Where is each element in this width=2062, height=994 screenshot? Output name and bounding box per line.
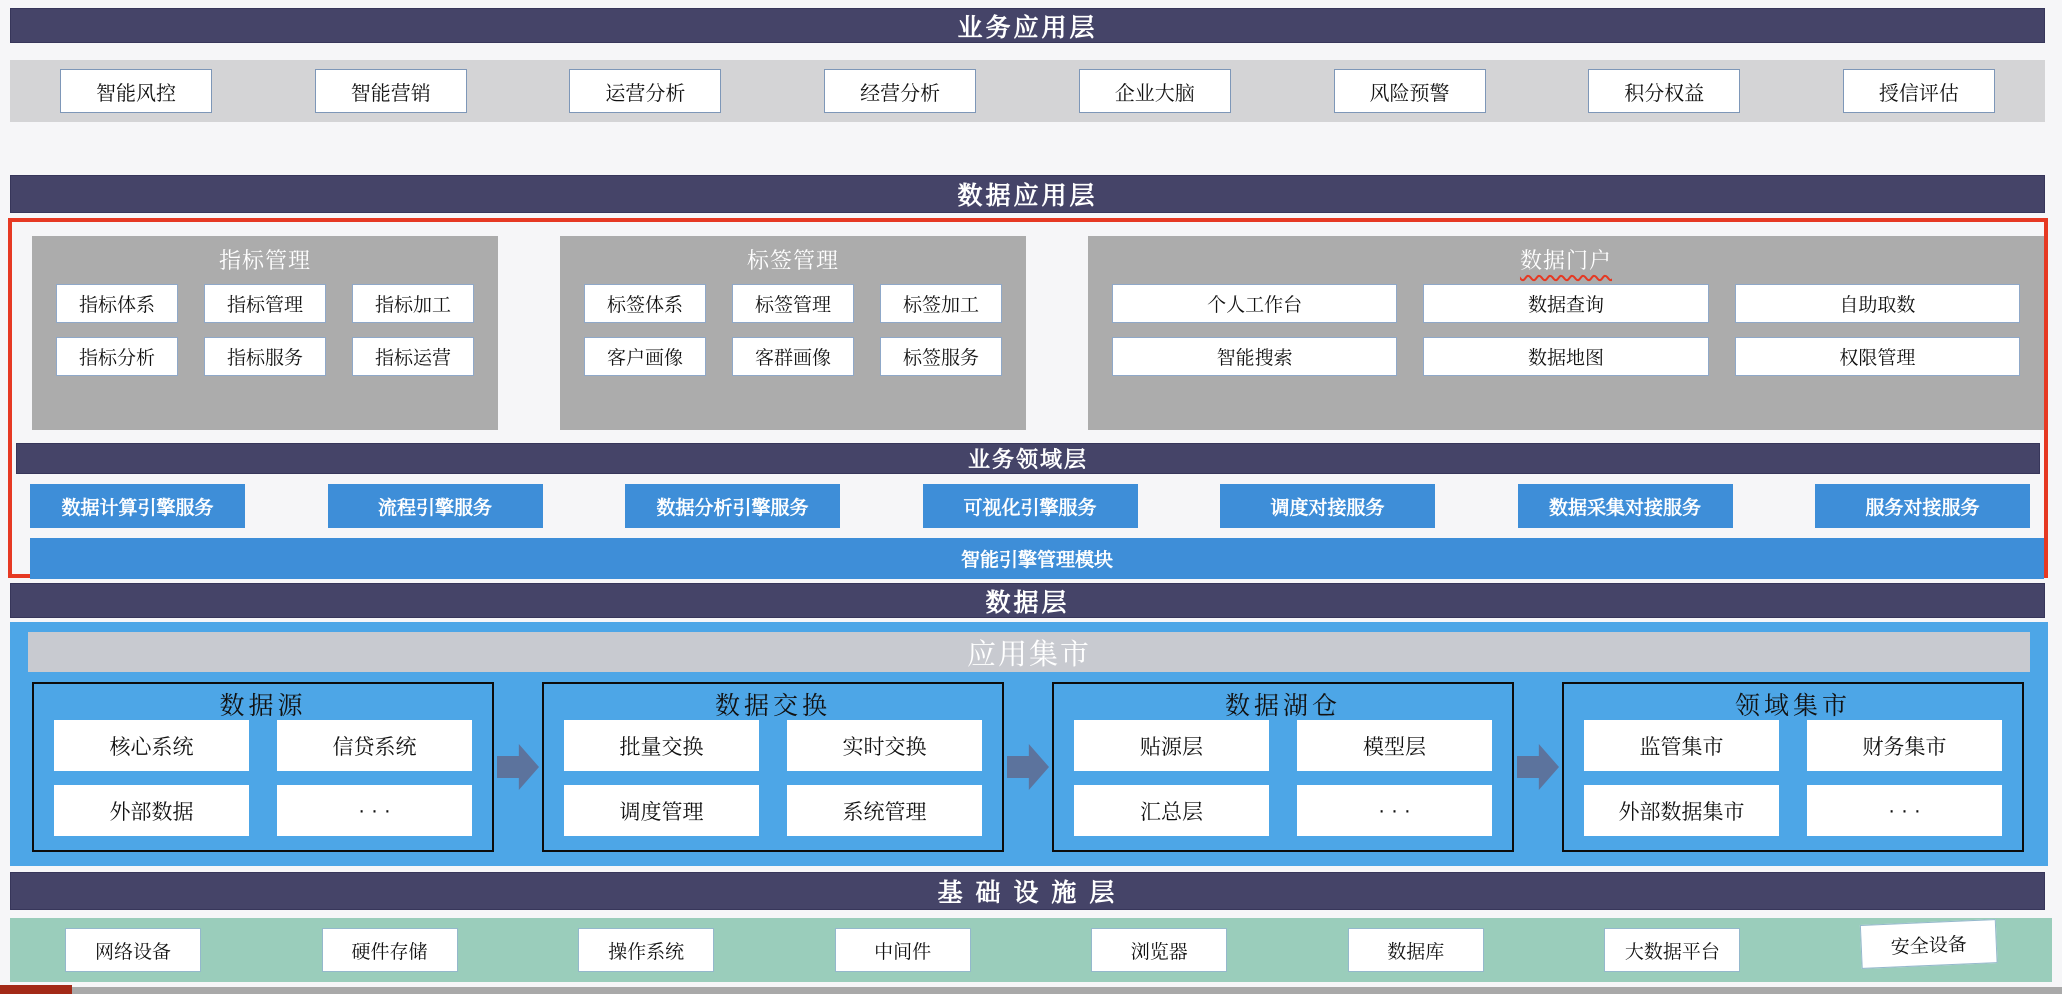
panel-item-box: 个人工作台 (1112, 284, 1397, 323)
business-app-band (10, 60, 2045, 122)
data-group (1562, 682, 2024, 852)
infrastructure-band (10, 918, 2052, 982)
engine-service-button: 流程引擎服务 (328, 484, 543, 528)
engine-service-button: 数据分析引擎服务 (625, 484, 840, 528)
data-group-cell: 实时交换 (787, 720, 982, 771)
business-app-box: 风险预警 (1334, 69, 1486, 113)
data-group-cell: 模型层 (1297, 720, 1492, 771)
data-group-grid (34, 718, 492, 850)
data-group-cell: · · · (1297, 785, 1492, 836)
infrastructure-box: 安全设备 (1860, 919, 1998, 969)
business-app-box: 智能营销 (315, 69, 467, 113)
panel-item-box: 指标运营 (352, 337, 474, 376)
data-group-title: 数据交换 (714, 693, 831, 720)
data-group-cell: 外部数据 (54, 785, 249, 836)
flow-arrow-icon (497, 744, 539, 790)
business-app-box: 运营分析 (569, 69, 721, 113)
infrastructure-box: 数据库 (1348, 928, 1484, 972)
data-group (542, 682, 1004, 852)
panel-item-box: 权限管理 (1735, 337, 2020, 376)
panel-item-box: 自助取数 (1735, 284, 2020, 323)
data-group-grid (1564, 718, 2022, 850)
data-layer-header: 数据层 (10, 583, 2045, 618)
flow-arrow-icon (1517, 744, 1559, 790)
flow-arrow-icon (1007, 744, 1049, 790)
engine-service-button: 数据采集对接服务 (1518, 484, 1733, 528)
panel-item-box: 指标服务 (204, 337, 326, 376)
business-app-box: 智能风控 (60, 69, 212, 113)
engine-service-button: 服务对接服务 (1815, 484, 2030, 528)
panel-title: 标签管理 (746, 247, 839, 273)
data-group-cell: 调度管理 (564, 785, 759, 836)
infrastructure-box: 中间件 (835, 928, 971, 972)
data-app-panels-row (32, 236, 2044, 430)
data-group-title: 数据湖仓 (1224, 693, 1341, 720)
panel-item-box: 标签加工 (880, 284, 1002, 323)
data-group-cell: 批量交换 (564, 720, 759, 771)
data-groups-row (32, 682, 2024, 852)
data-group-cell: 汇总层 (1074, 785, 1269, 836)
infrastructure-box: 网络设备 (65, 928, 201, 972)
panel-item-box: 指标加工 (352, 284, 474, 323)
red-highlight-border (8, 218, 2048, 578)
business-app-box: 经营分析 (824, 69, 976, 113)
engine-management-bar: 智能引擎管理模块 (30, 538, 2044, 579)
panel-item-box: 智能搜索 (1112, 337, 1397, 376)
data-group (32, 682, 494, 852)
data-group-title: 领域集市 (1734, 693, 1851, 720)
panel-item-box: 标签管理 (732, 284, 854, 323)
business-app-box: 积分权益 (1588, 69, 1740, 113)
panel-item-box: 指标体系 (56, 284, 178, 323)
data-group (1052, 682, 1514, 852)
panel-grid (1088, 282, 2044, 376)
panel-item-box: 标签服务 (880, 337, 1002, 376)
business-domain-layer-header: 业务领域层 (16, 443, 2040, 474)
data-group-cell: 外部数据集市 (1584, 785, 1779, 836)
business-app-box: 授信评估 (1843, 69, 1995, 113)
panel-item-box: 标签体系 (584, 284, 706, 323)
infrastructure-box: 硬件存储 (322, 928, 458, 972)
infrastructure-box: 操作系统 (578, 928, 714, 972)
panel-title: 指标管理 (218, 247, 311, 273)
panel-item-box: 指标分析 (56, 337, 178, 376)
data-app-panel (32, 236, 498, 430)
engine-service-button: 可视化引擎服务 (923, 484, 1138, 528)
panel-grid (560, 282, 1026, 376)
data-group-cell: 系统管理 (787, 785, 982, 836)
application-mart-bar: 应用集市 (28, 632, 2030, 672)
infrastructure-layer-header: 基 础 设 施 层 (10, 872, 2045, 910)
data-group-cell: 财务集市 (1807, 720, 2002, 771)
panel-item-box: 指标管理 (204, 284, 326, 323)
panel-item-box: 客群画像 (732, 337, 854, 376)
engine-service-button: 调度对接服务 (1220, 484, 1435, 528)
data-zone (10, 622, 2048, 866)
data-app-panel (560, 236, 1026, 430)
data-app-layer-header: 数据应用层 (10, 175, 2045, 213)
panel-item-box: 数据查询 (1423, 284, 1708, 323)
bottom-edge-strip (72, 987, 2062, 994)
data-group-cell: · · · (277, 785, 472, 836)
panel-item-box: 数据地图 (1423, 337, 1708, 376)
engine-service-button: 数据计算引擎服务 (30, 484, 245, 528)
infrastructure-box: 大数据平台 (1604, 928, 1740, 972)
data-group-cell: · · · (1807, 785, 2002, 836)
bottom-red-strip (0, 985, 72, 994)
data-group-grid (1054, 718, 1512, 850)
infrastructure-box: 浏览器 (1091, 928, 1227, 972)
business-app-layer-header: 业务应用层 (10, 8, 2045, 43)
data-group-grid (544, 718, 1002, 850)
data-group-cell: 监管集市 (1584, 720, 1779, 771)
data-app-panel (1088, 236, 2044, 430)
panel-title: 数据门户 (1519, 247, 1612, 273)
data-group-cell: 信贷系统 (277, 720, 472, 771)
engine-services-row (30, 484, 2030, 528)
panel-item-box: 客户画像 (584, 337, 706, 376)
business-app-box: 企业大脑 (1079, 69, 1231, 113)
data-group-title: 数据源 (219, 693, 307, 720)
panel-grid (32, 282, 498, 376)
data-group-cell: 核心系统 (54, 720, 249, 771)
data-group-cell: 贴源层 (1074, 720, 1269, 771)
